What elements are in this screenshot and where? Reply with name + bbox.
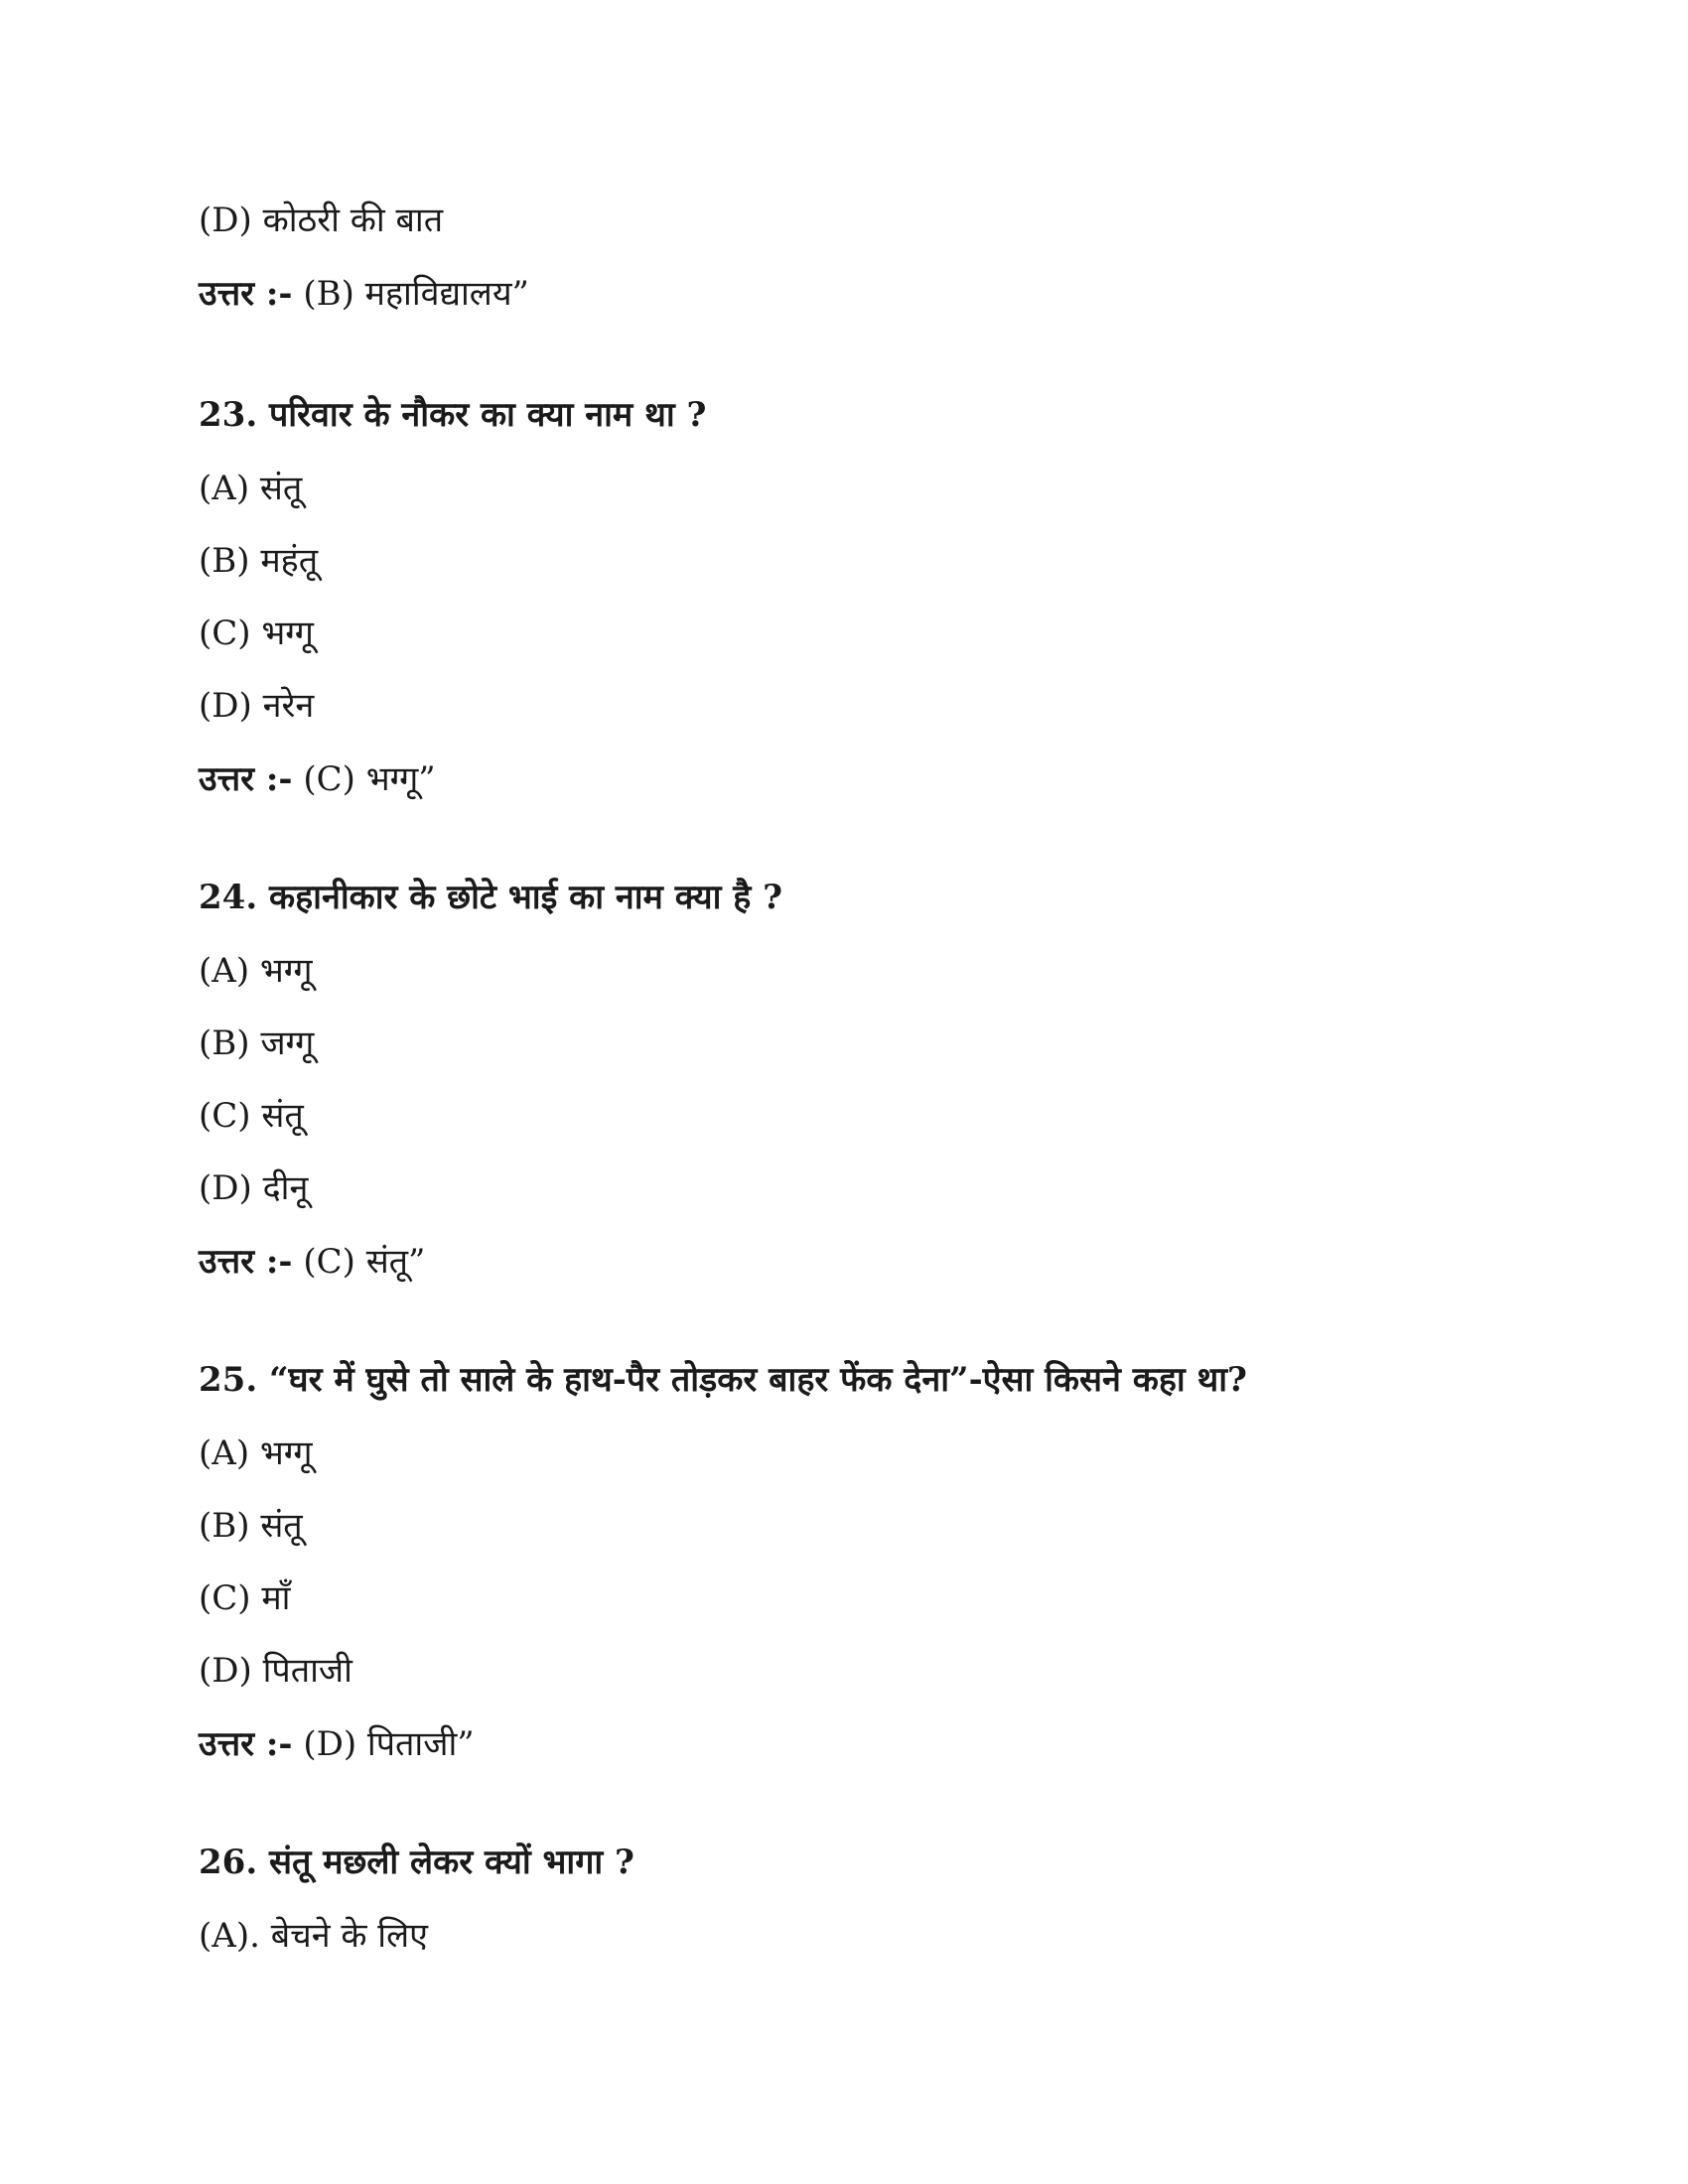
answer-label: उत्तर :- [199,759,293,799]
answer-value: (C) संतू” [292,1242,426,1282]
question-25: 25. “घर में घुसे तो साले के हाथ-पैर तोड़कर बाहर फेंक देना”-ऐसा किसने कहा था? [199,1360,1247,1400]
answer-line [199,274,529,314]
answer-value: (B) महाविद्यालय” [292,274,529,314]
answer-label: उत्तर :- [199,1724,293,1764]
option-b: (B) महंतू [199,541,319,581]
option-a: (A) संतू [199,469,303,508]
option-a: (A). बेचने के लिए [199,1916,428,1956]
option-b: (B) संतू [199,1506,303,1546]
option-d: (D) नरेन [199,686,315,726]
answer-line [199,1724,475,1764]
question-26: 26. संतू मछली लेकर क्यों भागा ? [199,1843,634,1882]
answer-label: उत्तर :- [199,1242,293,1282]
answer-line [199,759,436,799]
option-c: (C) माँ [199,1578,291,1618]
option-c: (C) भग्गू [199,614,314,653]
option-c: (C) संतू [199,1096,304,1136]
question-23: 23. परिवार के नौकर का क्या नाम था ? [199,395,707,435]
option-d: (D) दीनू [199,1168,309,1208]
option-d: (D) कोठरी की बात [199,201,444,240]
option-d: (D) पिताजी [199,1651,352,1691]
option-a: (A) भग्गू [199,951,313,991]
answer-label: उत्तर :- [199,274,293,314]
question-24: 24. कहानीकार के छोटे भाई का नाम क्या है ? [199,878,783,917]
answer-line [199,1242,425,1282]
answer-value: (D) पिताजी” [292,1724,475,1764]
answer-value: (C) भग्गू” [292,759,436,799]
option-b: (B) जग्गू [199,1024,315,1063]
option-a: (A) भग्गू [199,1433,313,1473]
